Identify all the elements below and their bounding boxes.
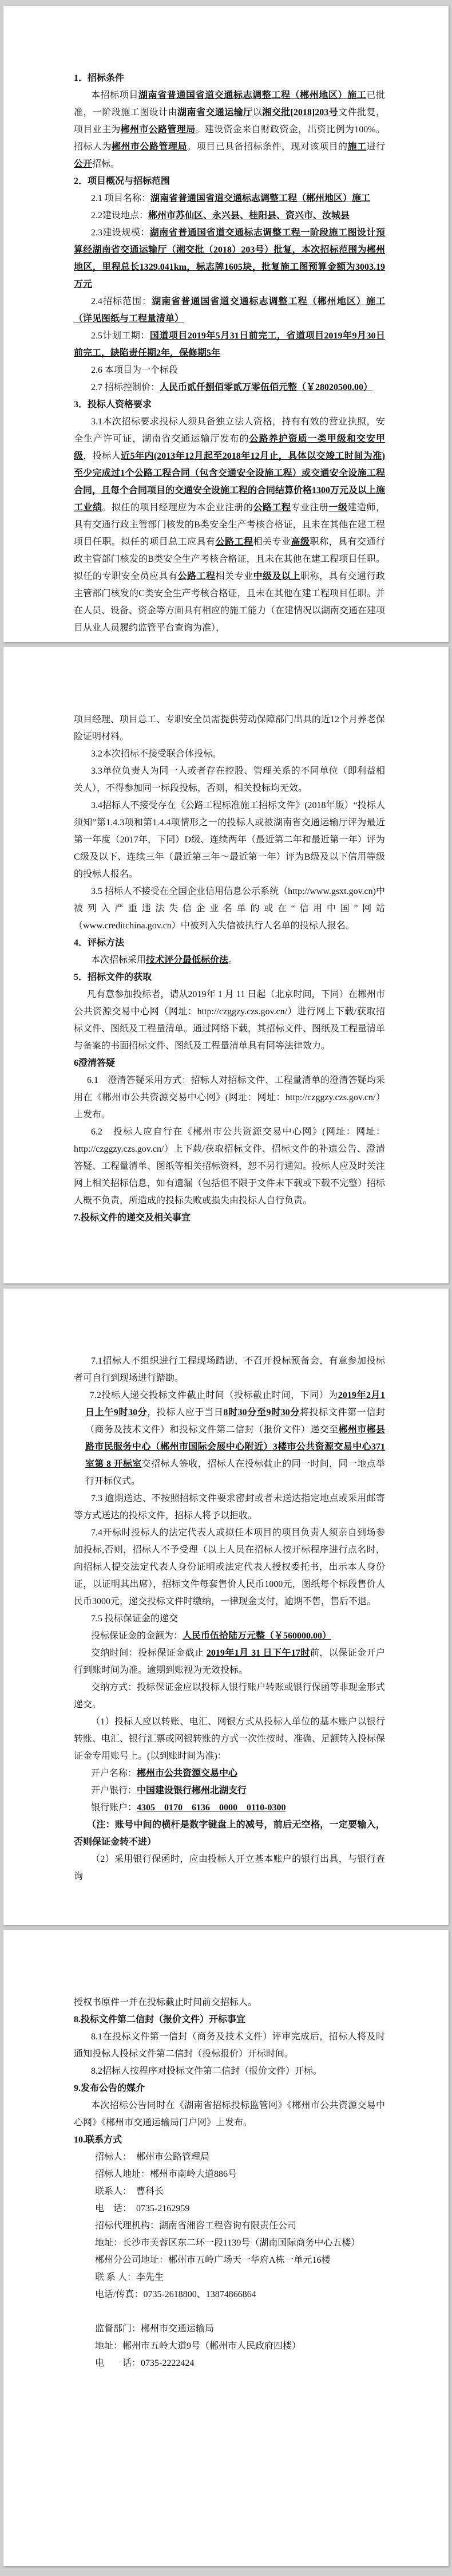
- text: 地址：长沙市芙蓉区东二环一段1139号（湖南国际商务中心五楼）: [95, 2238, 360, 2248]
- emphasized-text: 施工: [347, 142, 367, 152]
- text: 相关专业: [253, 537, 291, 547]
- text: 。拟任的项目经理应为本企业注册的: [102, 503, 253, 513]
- text: 。建设资金来自财政资金，出资比例为100%。招标人为: [74, 125, 385, 152]
- paragraph: [74, 2166, 385, 2183]
- document-page: [3, 6, 449, 642]
- text: 6.2 投标人应自行在《郴州市公共资源交易中心网》(网址：网址：http://czggzy.czs.gov.cn/）上下载/获取招标文件、招标文件的补遗公告、澄清答疑、工程量清单、图纸等相关招标资料，恕不另行通知。投标人应及时关注网上相关招标信息，如有遗漏（包括但不限于文件未下载或下载不完整）招标人概不负责，所造成的投标失败或损失由投标人自行负责。: [74, 1127, 386, 1206]
- paragraph: [74, 1851, 385, 1885]
- paragraph: [74, 1353, 385, 1387]
- text: 2.2建设地点：: [91, 211, 149, 220]
- text: 交纳方式：投标保证金应以投标人银行账户转账或银行保函等非现金形式递交。: [74, 1683, 385, 1710]
- paragraph: [74, 1714, 385, 1765]
- emphasized-text: 湖南省普通国省道交通标志调整工程（郴州地区）施工: [150, 194, 371, 203]
- emphasized-text: 湖南省交通运输厅: [177, 108, 253, 117]
- paragraph: [74, 1610, 385, 1628]
- text: 3．投标人资格要求: [74, 400, 152, 409]
- emphasized-text: 郴州市郴县路市民服务中心（郴州市国际会展中心附近）3楼市公共资源交易中心371室第 8 开标室: [85, 1425, 385, 1469]
- text: 相关专业: [215, 572, 253, 581]
- text: 地址：郴州市五岭大道9号（郴州市人民政府四楼）: [95, 2341, 302, 2351]
- section-heading: [74, 396, 385, 413]
- paragraph: [74, 190, 385, 207]
- text: 项目经理、项目总工、专职安全员需提供劳动保障部门出具的近12个月养老保险证明材料。: [74, 715, 386, 742]
- section-heading: [74, 935, 385, 952]
- text: 郴州分公司地址：郴州市五岭广场天一华府A栋一单元16楼: [95, 2255, 331, 2265]
- text: 3.4招标人不接受存在《公路工程标准施工招标文件》(2018年版）“投标人须知”第1.4.3项和第1.4.4项情形之一的投标人或被湖南省交通运输厅评为最近第一年度（2017年，下同）D级、连续两年（最近第二年和最近第一年）评为C级及以下、连续三年（最近第三年～最近第一年）评为B级及以下信用等级的投标人报名。: [74, 801, 385, 879]
- emphasized-text: 中国建设银行郴州北湖支行: [137, 1786, 247, 1795]
- text: 已批准，一阶段施工图设计由: [74, 90, 385, 117]
- text: 7.投标文件的递交及相关事宜: [74, 1213, 191, 1223]
- emphasized-text: 近5年内(2013年12月起至2018年12月止，具体以交竣工时间为准)至少完成过1个公路工程合同（包含交通安全设施工程）或交通安全设施工程合同，且每个合同项目的交通安全设施工程的合同结算价格1300万元及以上施工业绩: [74, 451, 386, 513]
- text: 本招标项目: [91, 90, 138, 100]
- paragraph: [74, 413, 385, 637]
- paragraph: [74, 797, 385, 883]
- paragraph: [74, 1628, 385, 1645]
- text: 10.联系方式: [74, 2135, 122, 2145]
- section-heading: [74, 2011, 385, 2028]
- text: 开户银行：: [91, 1786, 137, 1795]
- text: 7.4开标时投标人的法定代表人或拟任本项目的项目负责人须亲自到场参加投标,否则，招标人不予受理（以上人员在招标人按开标程序进行点名时，向招标人提交法定代表人身份证明或法定代表人授权委托书，出示本人身份证，以证明其出席），招标文件每套售价人民币1000元，图纸每个标段售价人民币3000元，递交投标文件时缴纳，一律现金支付，逾期不售，售后不退。: [74, 1528, 385, 1606]
- text: 电 话：0735-2222424: [95, 2358, 195, 2368]
- text: 7.2投标人递交投标文件截止时间（投标截止时间，下同）为: [90, 1391, 338, 1400]
- page-content: [74, 711, 385, 1227]
- paragraph: [74, 1387, 385, 1490]
- paragraph: [74, 2200, 385, 2217]
- paragraph: [74, 711, 385, 746]
- emphasized-text: 公路工程: [215, 537, 253, 547]
- emphasized-text: 8时30分至9时30分: [223, 1408, 300, 1417]
- paragraph: [74, 207, 385, 224]
- paragraph: [74, 2235, 385, 2252]
- text: 开户名称：: [91, 1768, 137, 1778]
- emphasized-text: 郴州市苏仙区、永兴县、桂阳县、资兴市、汝城县: [148, 211, 350, 220]
- text: 8.投标文件第二信封（报价文件）开标事宜: [74, 2015, 246, 2024]
- text: ，投标人: [83, 451, 121, 461]
- paragraph: [74, 1765, 385, 1782]
- paragraph: [74, 986, 385, 1055]
- emphasized-text: 4305 0170 6136 0000 0110-0300: [137, 1803, 286, 1813]
- paragraph: [74, 293, 385, 328]
- text: 招标。: [92, 159, 120, 169]
- text: 6澄清答疑: [74, 1058, 116, 1068]
- paragraph: [74, 224, 385, 293]
- paragraph: [74, 883, 385, 935]
- paragraph: [74, 2183, 385, 2200]
- paragraph: [74, 328, 385, 362]
- page-content: [74, 1994, 385, 2372]
- emphasized-text: 湖南省普通国省道交通标志调整工程（郴州地区）施工: [138, 90, 367, 100]
- text: 3.5 招标人不接受在全国企业信用信息公示系统（http://www.gsxt.gov.cn)中被列入严重违法失信企业名单的或在“信用中国”网站（www.creditchina.gov.cn）中被列入失信被执行人名单的投标人报名。: [74, 887, 385, 931]
- paragraph: [74, 1072, 385, 1124]
- section-heading: [74, 969, 385, 986]
- paragraph: [74, 746, 385, 763]
- emphasized-text: 技术评分最低标价法: [146, 955, 229, 965]
- text: （1）投标人应以转账、电汇、网银方式从投标人单位的基本账户以银行转账、电汇、银行汇票或网银转账的方式一次性按时、准确、足额转入投标保证金专用账号上。(以到账时间为准)：: [74, 1717, 386, 1761]
- text: 凡有意参加投标者，请从2019年 1 月 11 日起（北京时间，下同）在郴州市公共资源交易中心网（网址：http://czggzy.czs.gov.cn/）进行网上下载/获取招标文件、图纸及工程量清单。通过网络下载，其招标文件、图纸及工程量清单与备案的书面招标文件、图纸及工程量清单具有同等法律效力。: [74, 990, 386, 1051]
- paragraph: [74, 2321, 385, 2338]
- emphasized-text: 公路工程: [177, 572, 216, 581]
- page-content: [74, 1353, 385, 1885]
- text: 招标代理机构：湖南省湘咨工程咨询有限责任公司: [95, 2221, 297, 2231]
- text: 2.7 招标控制价：: [91, 383, 160, 392]
- text: 本次招标公告同时在《湖南省招标投标监管网》《郴州市公共资源交易中心网》《郴州市交通运输局门户网》上发布。: [74, 2101, 385, 2128]
- emphasized-text: 湖南省普通国省道交通标志调整工程（郴州地区）施工（详见图纸与工程量清单）: [74, 297, 385, 324]
- emphasized-text: 湘交批[2018]203号: [262, 108, 339, 117]
- section-heading: [74, 173, 385, 190]
- text: 7.3 逾期送达、不按照招标文件要求密封或者未送达指定地点或采用邮寄等方式送达的投标文件，招标人将予以拒收。: [74, 1494, 385, 1521]
- paragraph: [74, 2063, 385, 2080]
- paragraph: [74, 1799, 385, 1817]
- text: 2.1 项目名称：: [91, 194, 151, 203]
- text: 银行账户：: [91, 1803, 137, 1813]
- text: 3.3单位负责人为同一人或者存在控股、管理关系的不同单位（即利益相关人），不得参加同一标段投标，否则，相关投标均无效。: [74, 766, 385, 793]
- text: 7.1招标人不组织进行工程现场踏勘，不召开投标预备会，有意参加投标者可自行到现场进行踏勘。: [74, 1356, 385, 1383]
- text: 职称，具有交通行政主管部门核发的B类安全生产考核合格证，且未在其他在建工程项目任职。拟任的专职安全员应具有: [74, 537, 385, 581]
- text: 8.2招标人按程序对投标文件第二信封（报价文件）开标。: [91, 2066, 323, 2076]
- paragraph: [74, 1679, 385, 1714]
- emphasized-text: 2019年1月 31 日下午17时: [206, 1648, 310, 1658]
- emphasized-text: 国道项目2019年5月31日前完工，省道项目2019年9月30日前完工，缺陷责任期2年，保修期5年: [74, 331, 385, 358]
- emphasized-text: 公路养护资质一类甲级和交安甲级: [74, 434, 385, 461]
- text: 监督部门：郴州市交通运输局: [95, 2324, 215, 2334]
- paragraph: [74, 379, 385, 396]
- text: 。项目已具备招标条件，现对该项目的: [187, 142, 348, 152]
- text: 联系人： 曹科长: [95, 2187, 164, 2196]
- paragraph: [74, 2252, 385, 2269]
- text: 联 系 人：李先生: [95, 2272, 164, 2282]
- text: 电话/传真：0735-2618800、13874866864: [95, 2290, 256, 2299]
- text: 。: [228, 955, 238, 965]
- text: 招标人： 郴州市公路管理局: [95, 2152, 210, 2162]
- text: 1．招标条件: [74, 73, 125, 83]
- text: 5．招标文件的获取: [74, 972, 152, 982]
- text: 交纳时间：投标保证金截止: [91, 1648, 207, 1658]
- paragraph: [74, 2355, 385, 2372]
- section-heading: [74, 2132, 385, 2149]
- text: 电 话： 0735-2162959: [95, 2204, 190, 2213]
- text: ，投标人应于当日: [147, 1408, 224, 1417]
- text: 进行: [366, 142, 385, 152]
- text: 本次招标采用: [91, 955, 146, 965]
- paragraph: [74, 87, 385, 173]
- paragraph: [74, 1782, 385, 1799]
- document-page: [3, 1930, 449, 2566]
- text: 2.4招标范围：: [91, 297, 152, 306]
- emphasized-text: 人民币伍拾陆万元整（￥560000.00）: [183, 1631, 332, 1641]
- paragraph: [74, 2303, 385, 2321]
- emphasized-text: 高级: [291, 537, 310, 547]
- text: 授权书原件一并在投标截止时间前交招标人。: [74, 1998, 257, 2007]
- paragraph: [74, 952, 385, 969]
- paragraph: [74, 1525, 385, 1610]
- paragraph: [74, 2269, 385, 2286]
- text: 建造师，具有交通行政主管部门核发的B类安全生产考核合格证，且未在其他在建工程项目任职。拟任的项目总工应具有: [74, 503, 385, 547]
- paragraph: [74, 1994, 385, 2011]
- text: 前，以保证金开户行到账时间为准。逾期到账视为无效投标。: [74, 1648, 385, 1675]
- text: 将投标文件第一信封（商务及技术文件）和投标文件第二信封（报价文件）递交至: [85, 1408, 385, 1435]
- text: 9.发布公告的媒介: [74, 2083, 145, 2093]
- paragraph: [74, 2149, 385, 2166]
- emphasized-text: 湖南省普通国省道交通标志调整工程一阶段施工图设计预算经湖南省交通运输厅（湘交批（2018）203号）批复，本次招标范围为郴州地区，里程总长1329.041km，标志牌1605块，批复施工图预算金额为3003.19万元: [74, 228, 385, 289]
- text: 2.6 本项目为一个标段: [91, 365, 179, 375]
- emphasized-text: 郴州市公共资源交易中心: [137, 1768, 238, 1778]
- text: 2．项目概况与招标范围: [74, 176, 171, 186]
- paragraph: [74, 2217, 385, 2235]
- page-content: [74, 70, 385, 637]
- document-page: [3, 647, 449, 1283]
- section-heading: [74, 70, 385, 87]
- emphasized-text: 人民币贰仟捌佰零贰万零伍佰元整（￥28020500.00）: [160, 383, 373, 392]
- emphasized-text: 中级及以上: [253, 572, 300, 581]
- paragraph: [74, 362, 385, 379]
- emphasized-text: 公路工程: [253, 503, 291, 513]
- text: 6.1 澄清答疑采用方式：招标人对招标文件、工程量清单的澄清答疑均采用在《郴州市公共资源交易中心网》(网址：网址：http://czggzy.czs.gov.cn/）上发布。: [74, 1076, 385, 1120]
- text: 文件批复，项目业主为: [74, 108, 385, 135]
- section-heading: [74, 1055, 385, 1072]
- text: 2.3建设规模：: [91, 228, 150, 238]
- text: 交招标人签收，招标人在投标截止的同一时间，同一地点举行开标仪式。: [85, 1459, 385, 1486]
- text: 8.1在投标文件第一信封（商务及技术文件）评审完成后，招标人将及时通知投标人投标文件第二信封（投标报价）开标时间。: [74, 2032, 385, 2059]
- text: 投标保证金的金额为：: [91, 1631, 183, 1641]
- emphasized-text: 郴州市公路管理局: [112, 142, 187, 152]
- emphasized-text: 郴州市公路管理局: [120, 125, 196, 135]
- text: 职称，具有交通行政主管部门核发的C类安全生产考核合格证，且未在其他在建工程项目任职。并在人员、设备、资金等方面具有相应的施工能力（在建情况以湖南交通在建项目从业人员履约监管平台查询为准），: [74, 572, 386, 633]
- emphasized-text: 公开: [74, 159, 93, 169]
- paragraph: [74, 1124, 385, 1210]
- emphasized-text: 2019年2月1日上午9时30分: [85, 1391, 385, 1417]
- section-heading: [74, 2080, 385, 2097]
- text: （注：账号中间的横杆是数字键盘上的减号，前后无空格，一定要输入，否则保证金转不进）: [74, 1820, 385, 1847]
- text: 7.5 投标保证金的递交: [91, 1614, 179, 1624]
- paragraph: [74, 2286, 385, 2303]
- section-heading: [74, 1210, 385, 1227]
- text: 2.5计划工期：: [91, 331, 150, 341]
- text: 招标人地址：郴州市南岭大道886号: [95, 2169, 237, 2179]
- document-page: [3, 1289, 449, 1925]
- paragraph: [74, 2028, 385, 2063]
- paragraph: [74, 1817, 385, 1851]
- text: 4．评标方法: [74, 938, 125, 948]
- emphasized-text: 一级: [328, 503, 348, 513]
- paragraph: [74, 1490, 385, 1525]
- text: 专业注册: [291, 503, 329, 513]
- text: （2）采用银行保函时，应由投标人开立基本账户的银行出具，与银行查询: [74, 1854, 385, 1881]
- paragraph: [74, 2338, 385, 2355]
- paragraph: [74, 1645, 385, 1679]
- paragraph: [74, 763, 385, 797]
- text: 3.1本次招标要求投标人须具备独立法人资格，持有有效的营业执照，安全生产许可证，湖南省交通运输厅发布的: [74, 417, 385, 444]
- text: 3.2本次招标不接受联合体投标。: [91, 749, 222, 759]
- text: 以: [252, 108, 263, 117]
- paragraph: [74, 2097, 385, 2132]
